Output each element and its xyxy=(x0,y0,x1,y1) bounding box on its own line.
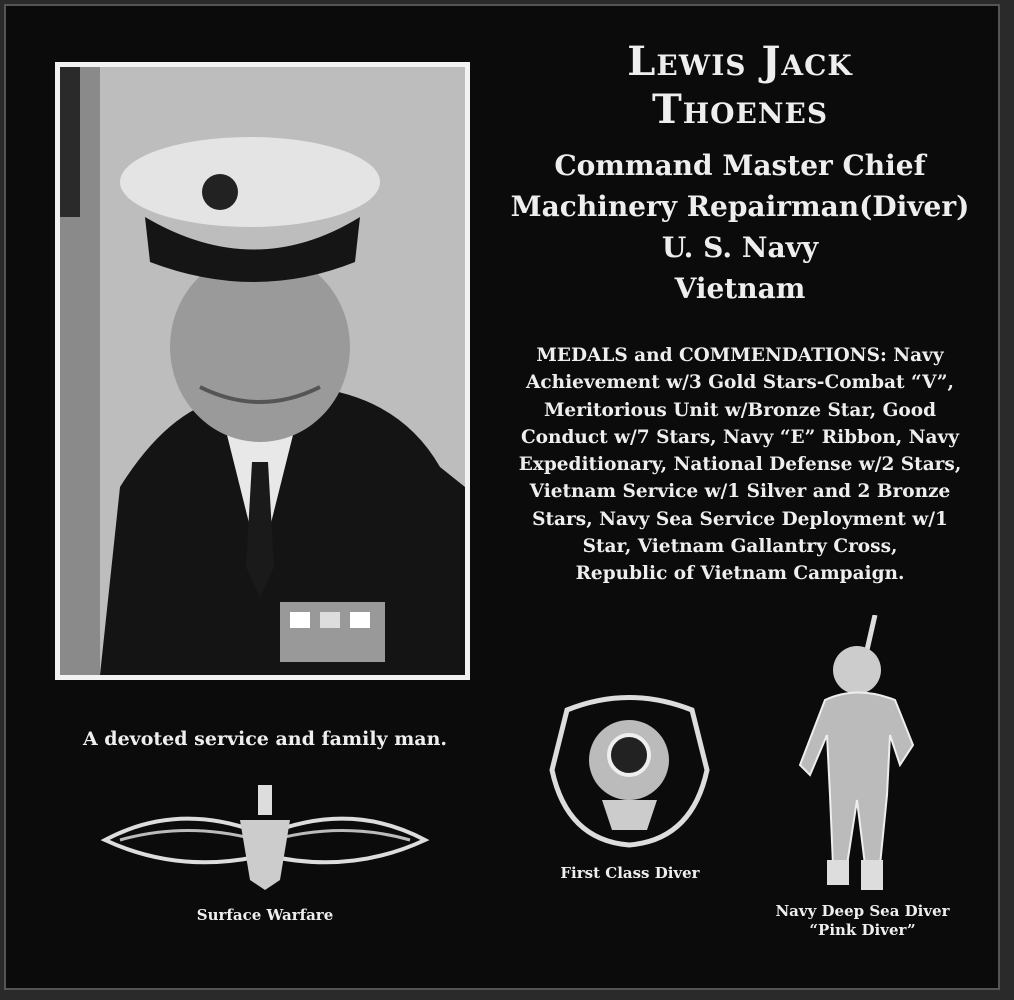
medals-line: Expeditionary, National Defense w/2 Stars, xyxy=(518,454,962,476)
medals-line: Star, Vietnam Gallantry Cross, xyxy=(582,536,898,558)
first-class-diver-insignia-icon xyxy=(542,690,717,850)
medals-text xyxy=(505,342,975,588)
deep-sea-diver-figure-icon xyxy=(795,615,920,900)
medals-line: Vietnam Service w/1 Silver and 2 Bronze xyxy=(529,481,951,503)
first-class-diver-caption: First Class Diver xyxy=(560,864,700,882)
portrait-photo xyxy=(55,62,470,680)
name-line-1: Lewis Jack xyxy=(627,38,853,85)
tribute-text: A devoted service and family man. xyxy=(82,728,448,750)
deep-sea-diver-caption-2: “Pink Diver” xyxy=(809,921,916,939)
deep-sea-diver-caption-1: Navy Deep Sea Diver xyxy=(775,902,950,920)
medals-line: Achievement w/3 Gold Stars-Combat “V”, xyxy=(526,372,954,394)
medals-line: Republic of Vietnam Campaign. xyxy=(575,563,905,585)
medals-line: Stars, Navy Sea Service Deployment w/1 xyxy=(532,508,948,530)
surface-warfare-insignia-icon xyxy=(100,780,430,895)
medals-line: MEDALS and COMMENDATIONS: Navy xyxy=(536,345,944,366)
medals-line: Meritorious Unit w/Bronze Star, Good xyxy=(543,399,937,421)
rank-title: Command Master Chief xyxy=(554,149,926,182)
surface-warfare-caption: Surface Warfare xyxy=(196,906,334,924)
conflict: Vietnam xyxy=(674,272,806,305)
rating-title: Machinery Repairman(Diver) xyxy=(510,190,970,223)
branch: U. S. Navy xyxy=(661,231,819,264)
name-line-2: Thoenes xyxy=(651,86,829,133)
medals-line: Conduct w/7 Stars, Navy “E” Ribbon, Navy xyxy=(520,426,960,448)
